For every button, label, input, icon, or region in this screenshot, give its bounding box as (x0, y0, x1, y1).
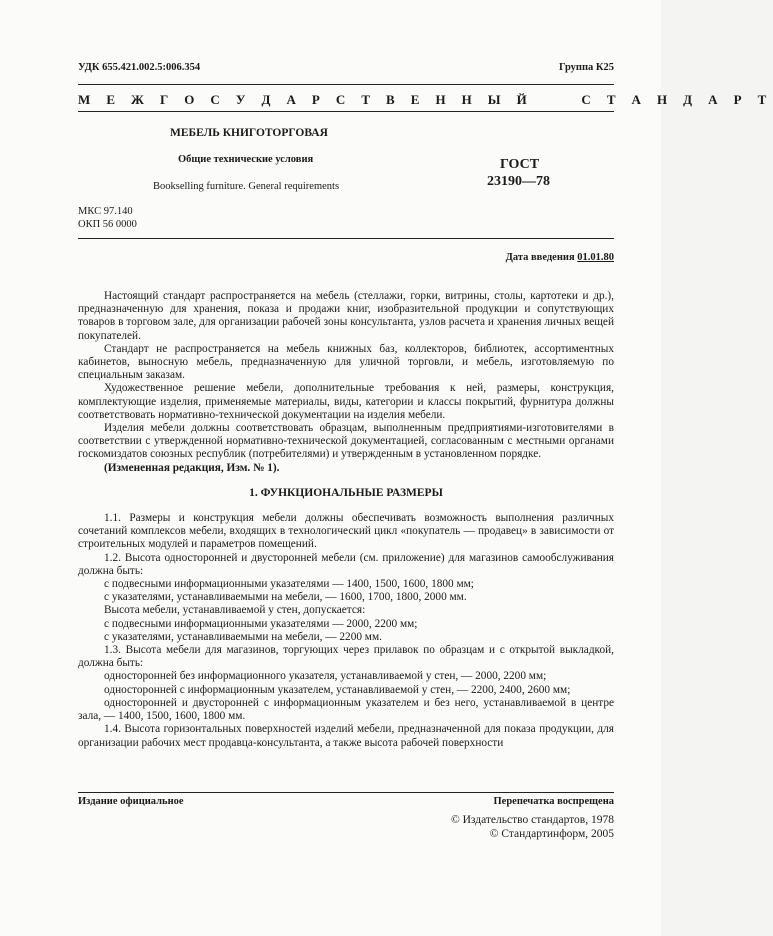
clause-1-3: 1.3. Высота мебели для магазинов, торгующих через прилавок по образцам и с открытой выкладкой, должна быть: (78, 644, 614, 670)
intro-paragraph: Художественное решение мебели, дополнительные требования к ней, размеры, конструкция, комплектующие изделия, применяемые материалы, виды, категории и классы покрытий, фурнитура должны соответствовать нормативно-технической документации на изделия мебели. (78, 382, 614, 421)
clause-item: односторонней без информационного указателя, устанавливаемой у стен, — 2000, 2200 мм; (104, 670, 547, 683)
reprint-notice: Перепечатка воспрещена (493, 796, 614, 807)
amendment-note: (Измененная редакция, Изм. № 1). (104, 461, 280, 474)
english-title: Bookselling furniture. General requirements (153, 181, 340, 192)
document-subtitle: Общие технические условия (178, 154, 314, 165)
title-rule (78, 238, 614, 239)
clause-item: с подвесными информационными указателями — 1400, 1500, 1600, 1800 мм; (104, 578, 474, 591)
section-heading: 1. ФУНКЦИОНАЛЬНЫЕ РАЗМЕРЫ (249, 486, 443, 499)
copyright-line: © Издательство стандартов, 1978 (450, 814, 614, 826)
intro-paragraph: Изделия мебели должны соответствовать образцам, выполненным предприятиями-изготовителями в соответствии с утвержденной нормативно-технической документацией, согласованным с местными органами госкомиздатов союзных республик (потребителями) и утвержденным в установленном порядке. (78, 422, 614, 461)
document-title: МЕБЕЛЬ КНИГОТОРГОВАЯ (170, 127, 328, 139)
official-edition: Издание официальное (78, 796, 184, 807)
standard-banner: М Е Ж Г О С У Д А Р С Т В Е Н Н Ы Й С Т А Н Д А Р Т (78, 92, 773, 107)
intro-date-label: Дата введения (505, 252, 575, 263)
intro-date (506, 252, 614, 263)
clause-item: с указателями, устанавливаемыми на мебели, — 2200 мм. (104, 630, 382, 643)
footer-rule (78, 792, 614, 793)
clause-1-4: 1.4. Высота горизонтальных поверхностей изделий мебели, предназначенной для показа продукции, для организации рабочих мест продавца-консультанта, а также высота рабочей поверхности (78, 723, 614, 749)
clause-1-2: 1.2. Высота односторонней и двусторонней мебели (см. приложение) для магазинов самообслуживания должна быть: (78, 551, 614, 577)
mks-code: МКС 97.140 (78, 206, 133, 217)
document-body (78, 290, 614, 750)
intro-date-value: 01.01.80 (577, 252, 614, 263)
udk-code: УДК 655.421.002.5:006.354 (78, 62, 201, 73)
clause-1-1: 1.1. Размеры и конструкция мебели должны обеспечивать возможность выполнения различных сочетаний комплексов мебели, входящих в технологический цикл «покупатель — продавец» в зависимости от строительных модулей и параметров помещений. (78, 512, 614, 551)
group-code: Группа К25 (558, 62, 614, 73)
gost-label: ГОСТ (500, 157, 540, 172)
clause-item: односторонней с информационным указателем, устанавливаемой у стен, — 2200, 2400, 2600 мм; (104, 683, 571, 696)
clause-item: с указателями, устанавливаемыми на мебели, — 1600, 1700, 1800, 2000 мм. (104, 591, 467, 604)
clause-item: с подвесными информационными указателями — 2000, 2200 мм; (104, 617, 418, 630)
header-rule-bottom (78, 111, 614, 112)
copyright-line: © Стандартинформ, 2005 (489, 828, 614, 840)
gost-number: 23190—78 (487, 174, 550, 189)
header-rule-top (78, 84, 614, 85)
intro-paragraph: Настоящий стандарт распространяется на мебель (стеллажи, горки, витрины, столы, картотеки и др.), предназначенную для хранения, показа и продажи книг, изобразительной продукции и сопутствующих товаров в торговом зале, для организации рабочей зоны консультанта, узлов расчета и хранения личных вещей покупателей. (78, 290, 614, 342)
clause-item: односторонней и двусторонней с информационным указателем и без него, устанавливаемой в центре зала, — 1400, 1500, 1600, 1800 мм. (78, 696, 614, 723)
okp-code: ОКП 56 0000 (78, 219, 137, 230)
intro-paragraph: Стандарт не распространяется на мебель книжных баз, коллекторов, библиотек, ассортиментных кабинетов, выносную мебель, предназначенную для уличной торговли, и мебель, изготовляемую по специальным заказам. (78, 342, 614, 382)
clause-item: Высота мебели, устанавливаемой у стен, допускается: (104, 604, 366, 617)
